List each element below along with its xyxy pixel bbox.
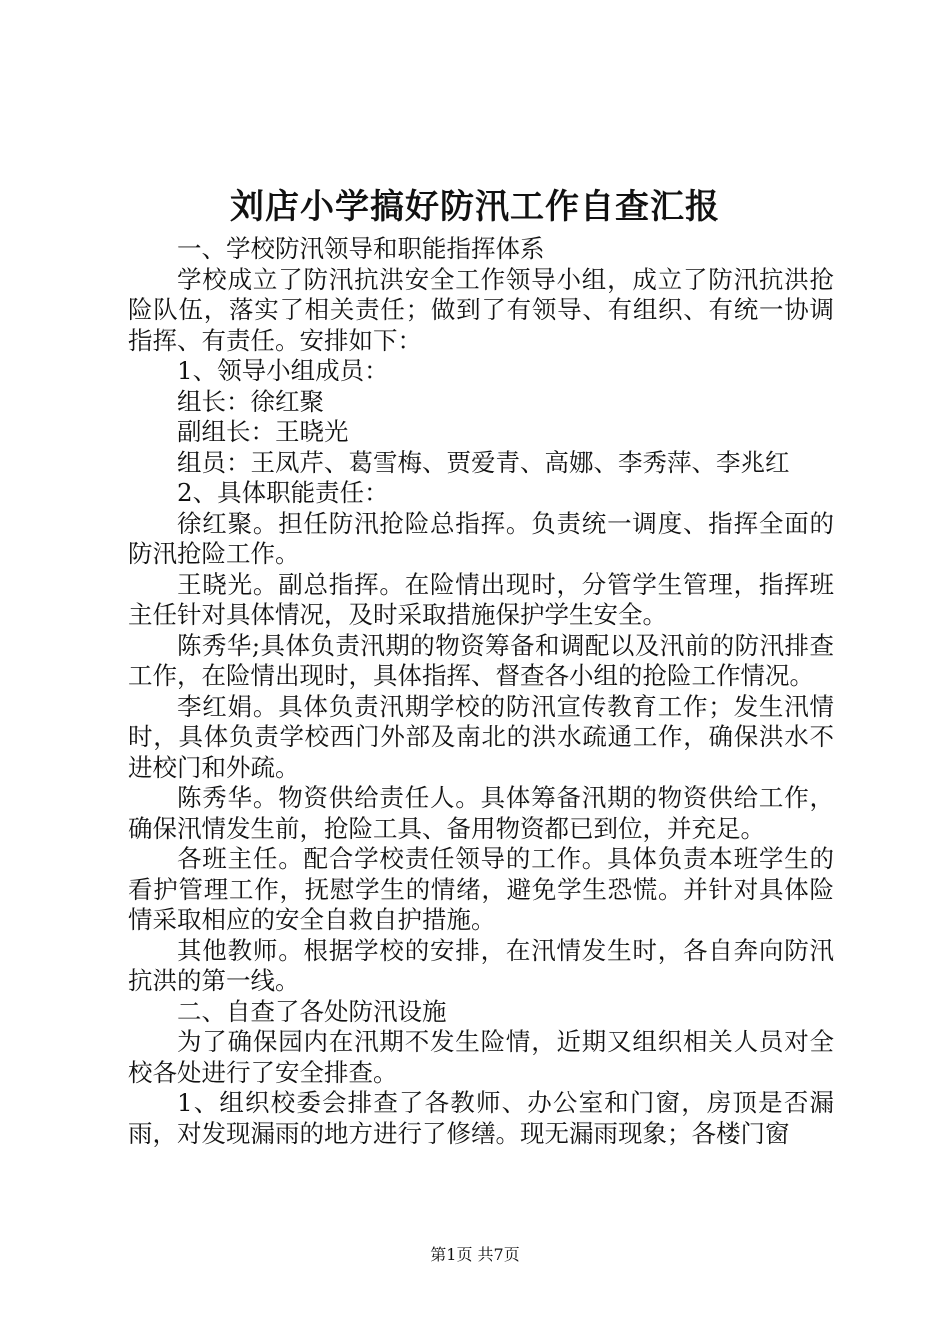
- section-heading-2: 二、自查了各处防汛设施: [177, 996, 447, 1026]
- paragraph: 陈秀华。物资供给责任人。具体筹备汛期的物资供给工作，确保汛情发生前，抢险工具、备用物资都已到位，并充足。: [128, 783, 834, 843]
- list-item: 2、具体职能责任：: [177, 478, 389, 507]
- paragraph: 各班主任。配合学校责任领导的工作。具体负责本班学生的看护管理工作，抚慰学生的情绪，避免学生恐慌。并针对具体险情采取相应的安全自救自护措施。: [128, 844, 834, 934]
- paragraph: 徐红聚。担任防汛抢险总指挥。负责统一调度、指挥全面的防汛抢险工作。: [128, 508, 834, 568]
- paragraph: 李红娟。具体负责汛期学校的防汛宣传教育工作；发生汛情时，具体负责学校西门外部及南北的洪水疏通工作，确保洪水不进校门和外疏。: [128, 691, 834, 782]
- paragraph: 1、组织校委会排查了各教师、办公室和门窗，房顶是否漏雨，对发现漏雨的地方进行了修缮。现无漏雨现象；各楼门窗: [128, 1088, 834, 1148]
- list-item: 组员：王凤芹、葛雪梅、贾爱青、高娜、李秀萍、李兆红: [177, 447, 790, 477]
- list-item: 1、领导小组成员：: [177, 356, 389, 385]
- document-body: [128, 234, 834, 1149]
- list-item: 组长：徐红聚: [177, 386, 324, 416]
- section-heading-1: 一、学校防汛领导和职能指挥体系: [177, 234, 545, 263]
- paragraph: 学校成立了防汛抗洪安全工作领导小组，成立了防汛抗洪抢险队伍，落实了相关责任；做到了有领导、有组织、有统一协调指挥、有责任。安排如下：: [128, 264, 834, 355]
- paragraph: 为了确保园内在汛期不发生险情，近期又组织相关人员对全校各处进行了安全排查。: [128, 1027, 834, 1087]
- paragraph: 王晓光。副总指挥。在险情出现时，分管学生管理，指挥班主任针对具体情况，及时采取措施保护学生安全。: [128, 569, 834, 629]
- list-item: 副组长：王晓光: [177, 417, 349, 446]
- page-number: 第1页 共7页: [430, 1245, 520, 1264]
- document-title: 刘店小学搞好防汛工作自查汇报: [230, 187, 720, 227]
- paragraph: 陈秀华;具体负责汛期的物资筹备和调配以及汛前的防汛排查工作，在险情出现时，具体指挥、督查各小组的抢险工作情况。: [128, 630, 834, 690]
- paragraph: 其他教师。根据学校的安排，在汛情发生时，各自奔向防汛抗洪的第一线。: [128, 935, 834, 995]
